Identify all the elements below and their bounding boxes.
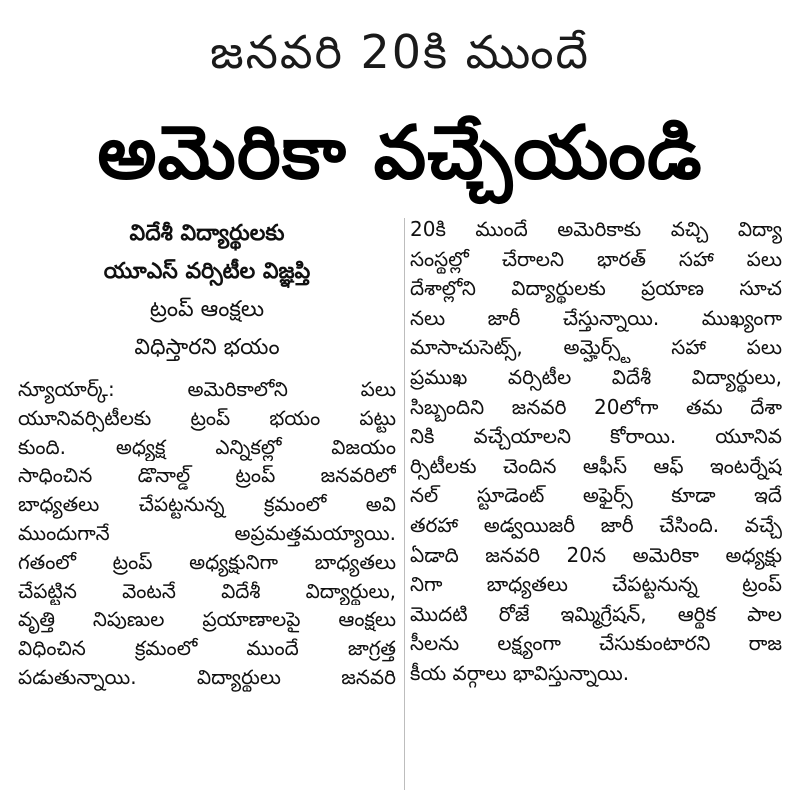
text-line: నల్ స్టూడెంట్ అఫైర్స్ కూడా ఇదే [410, 483, 782, 508]
column-divider [404, 218, 405, 790]
subheading-line: ట్రంప్ ఆంక్షలు [149, 297, 265, 322]
text-line: న్యూయార్క్: అమెరికాలోని పలు [18, 377, 396, 401]
main-headline: అమెరికా వచ్చేయండి [97, 110, 703, 196]
text-line: నిగా బాధ్యతలు చేపట్టనున్న ట్రంప్ [410, 572, 782, 597]
text-line: మొదటి రోజే ఇమ్మిగ్రేషన్, ఆర్థిక పాల [410, 601, 782, 626]
text-line: కుంది. అధ్యక్ష ఎన్నికల్లో విజయం [18, 434, 396, 459]
text-line: నలు జారీ చేస్తున్నాయి. ముఖ్యంగా [410, 305, 782, 330]
text-line: యూనివర్సిటీలకు ట్రంప్ భయం పట్టు [18, 405, 396, 430]
text-line: దేశాల్లోని విద్యార్థులకు ప్రయాణ సూచ [410, 276, 782, 301]
right-column [410, 215, 782, 689]
subheading-line: విధిస్తారని భయం [134, 335, 280, 360]
text-line: సీలను లక్ష్యంగా చేసుకుంటారని రాజ [410, 631, 782, 656]
text-line: గతంలో ట్రంప్ అధ్యక్షునిగా బాధ్యతలు [18, 549, 396, 574]
subheading-line: విదేశీ విద్యార్థులకు [129, 221, 285, 246]
text-line: సాధించిన డొనాల్డ్ ట్రంప్ జనవరిలో [18, 463, 396, 488]
text-line: సంస్థల్లో చేరాలని భారత్ సహా పలు [410, 246, 782, 271]
subheading-block [18, 215, 396, 367]
text-line: ర్సిటీలకు చెందిన ఆఫీస్ ఆఫ్ ఇంటర్నేష [410, 453, 782, 478]
text-line: పడుతున్నాయి. విద్యార్థులు జనవరి [18, 664, 396, 689]
text-line: 20కి ముందే అమెరికాకు వచ్చి విద్యా [410, 217, 782, 241]
text-line: నికి వచ్చేయాలని కోరాయి. యూనివ [410, 424, 782, 449]
text-line: ముందుగానే అప్రమత్తమయ్యాయి. [18, 520, 396, 545]
kicker-headline: జనవరి 20కి ముందే [209, 25, 591, 79]
text-line: బాధ్యతలు చేపట్టనున్న క్రమంలో అవి [18, 492, 396, 517]
text-line: వృత్తి నిపుణుల ప్రయాణాలపై ఆంక్షలు [18, 607, 396, 632]
text-line: కీయ వర్గాలు భావిస్తున్నాయి. [410, 660, 630, 685]
text-line: ఏడాది జనవరి 20న అమెరికా అధ్యక్షు [410, 542, 782, 567]
text-line: ప్రముఖ వర్సిటీల విదేశీ విద్యార్థులు, [410, 364, 782, 389]
text-line: తరహా అడ్వయిజరీ జారీ చేసింది. వచ్చే [410, 512, 782, 537]
subheading-line: యూఎస్ వర్సిటీల విజ్ఞప్తి [103, 259, 311, 284]
text-line: మాసాచుసెట్స్, అమ్హెర్స్ట్ సహా పలు [410, 335, 782, 360]
text-line: చేపట్టిన వెంటనే విదేశీ విద్యార్థులు, [18, 578, 396, 603]
left-column [18, 215, 396, 692]
text-line: సిబ్బందిని జనవరి 20లోగా తమ దేశా [410, 394, 782, 419]
left-body-text [18, 375, 396, 692]
text-line: విధించిన క్రమంలో ముందే జాగ్రత్త [18, 636, 396, 661]
